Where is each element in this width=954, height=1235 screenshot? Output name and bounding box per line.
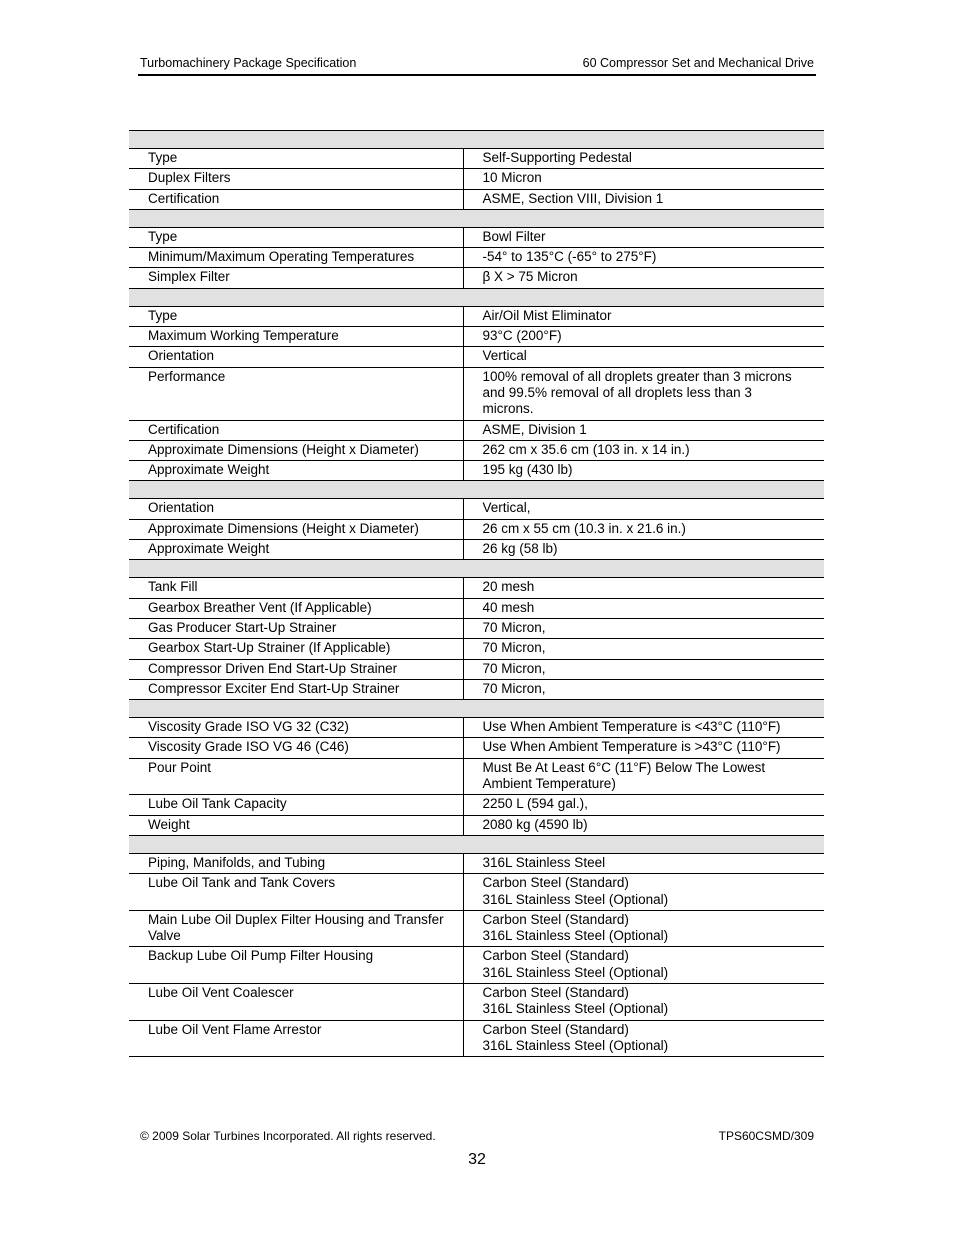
spec-value-line: 316L Stainless Steel (Optional) bbox=[482, 1001, 669, 1017]
spec-label: Pour Point bbox=[129, 758, 463, 795]
spec-value-line: 195 kg (430 lb) bbox=[482, 462, 573, 478]
spec-value-line: Vertical bbox=[482, 348, 527, 364]
table-row bbox=[129, 659, 824, 679]
table-row bbox=[129, 248, 824, 268]
spec-value-line: microns. bbox=[482, 401, 534, 417]
spec-value bbox=[463, 815, 824, 835]
section-header-cell bbox=[129, 131, 824, 149]
spec-value bbox=[463, 519, 824, 539]
spec-value-line: 26 cm x 55 cm (10.3 in. x 21.6 in.) bbox=[482, 520, 686, 536]
spec-value bbox=[463, 306, 824, 326]
spec-value bbox=[463, 149, 824, 169]
spec-value bbox=[463, 853, 824, 873]
spec-value-line: Use When Ambient Temperature is >43°C (110°F) bbox=[482, 739, 781, 755]
spec-value bbox=[463, 758, 824, 795]
spec-label: Gearbox Breather Vent (If Applicable) bbox=[129, 598, 463, 618]
spec-value bbox=[463, 420, 824, 440]
table-row bbox=[129, 327, 824, 347]
header-title: Turbomachinery Package Specification bbox=[140, 56, 357, 70]
spec-table bbox=[129, 130, 824, 1057]
spec-value bbox=[463, 189, 824, 209]
spec-value-line: Carbon Steel (Standard) bbox=[482, 948, 629, 964]
spec-value bbox=[463, 639, 824, 659]
spec-value-line: 40 mesh bbox=[482, 599, 535, 615]
spec-label: Main Lube Oil Duplex Filter Housing and Transfer Valve bbox=[129, 910, 463, 947]
spec-value-line: Must Be At Least 6°C (11°F) Below The Lowest bbox=[482, 759, 766, 775]
table-row bbox=[129, 738, 824, 758]
spec-label: Piping, Manifolds, and Tubing bbox=[129, 853, 463, 873]
spec-value bbox=[463, 947, 824, 984]
table-row bbox=[129, 169, 824, 189]
spec-value-line: 316L Stainless Steel (Optional) bbox=[482, 891, 669, 907]
spec-value bbox=[463, 540, 824, 560]
spec-label: Viscosity Grade ISO VG 46 (C46) bbox=[129, 738, 463, 758]
table-row bbox=[129, 1020, 824, 1057]
spec-value-line: 2080 kg (4590 lb) bbox=[482, 816, 588, 832]
spec-value bbox=[463, 679, 824, 699]
spec-value-line: 70 Micron, bbox=[482, 640, 546, 656]
spec-label: Lube Oil Tank and Tank Covers bbox=[129, 874, 463, 911]
section-header-row bbox=[129, 288, 824, 306]
spec-value-line: 93°C (200°F) bbox=[482, 328, 562, 344]
section-header-row bbox=[129, 560, 824, 578]
spec-label: Tank Fill bbox=[129, 578, 463, 598]
spec-label: Backup Lube Oil Pump Filter Housing bbox=[129, 947, 463, 984]
section-header-cell bbox=[129, 700, 824, 718]
table-row bbox=[129, 367, 824, 420]
table-row bbox=[129, 578, 824, 598]
spec-label: Performance bbox=[129, 367, 463, 420]
table-row bbox=[129, 440, 824, 460]
spec-value-line: Use When Ambient Temperature is <43°C (110°F) bbox=[482, 719, 781, 735]
spec-label: Lube Oil Tank Capacity bbox=[129, 795, 463, 815]
table-row bbox=[129, 461, 824, 481]
section-header-cell bbox=[129, 835, 824, 853]
section-header-cell bbox=[129, 560, 824, 578]
spec-value bbox=[463, 367, 824, 420]
spec-value bbox=[463, 461, 824, 481]
spec-label: Approximate Dimensions (Height x Diameter) bbox=[129, 440, 463, 460]
section-header-cell bbox=[129, 481, 824, 499]
table-row bbox=[129, 853, 824, 873]
spec-value-line: ASME, Division 1 bbox=[482, 421, 587, 437]
section-header-cell bbox=[129, 288, 824, 306]
spec-value-line: β X > 75 Micron bbox=[482, 269, 578, 285]
spec-value-line: 2250 L (594 gal.), bbox=[482, 796, 588, 812]
spec-value bbox=[463, 874, 824, 911]
spec-value bbox=[463, 618, 824, 638]
page-number: 32 bbox=[468, 1151, 486, 1168]
spec-value bbox=[463, 268, 824, 288]
spec-label: Approximate Weight bbox=[129, 540, 463, 560]
spec-label: Approximate Dimensions (Height x Diameter) bbox=[129, 519, 463, 539]
footer-copyright: © 2009 Solar Turbines Incorporated. All rights reserved. bbox=[140, 1129, 436, 1143]
spec-value-line: Ambient Temperature) bbox=[482, 776, 616, 792]
spec-value bbox=[463, 169, 824, 189]
spec-value-line: 316L Stainless Steel bbox=[482, 854, 606, 870]
spec-label: Certification bbox=[129, 189, 463, 209]
spec-label: Simplex Filter bbox=[129, 268, 463, 288]
table-row bbox=[129, 189, 824, 209]
spec-value-line: Self-Supporting Pedestal bbox=[482, 150, 632, 165]
spec-value-line: and 99.5% removal of all droplets less than 3 bbox=[482, 384, 752, 400]
spec-value-line: 70 Micron, bbox=[482, 660, 546, 676]
table-row bbox=[129, 420, 824, 440]
spec-value bbox=[463, 1020, 824, 1057]
spec-value-line: 70 Micron, bbox=[482, 619, 546, 635]
spec-value-line: 10 Micron bbox=[482, 170, 542, 186]
table-row bbox=[129, 639, 824, 659]
table-row bbox=[129, 795, 824, 815]
spec-value-line: Carbon Steel (Standard) bbox=[482, 875, 629, 891]
spec-label: Maximum Working Temperature bbox=[129, 327, 463, 347]
table-row bbox=[129, 149, 824, 169]
table-row bbox=[129, 227, 824, 247]
spec-label: Weight bbox=[129, 815, 463, 835]
spec-value-line: 100% removal of all droplets greater than 3 microns bbox=[482, 368, 792, 384]
spec-label: Gearbox Start-Up Strainer (If Applicable) bbox=[129, 639, 463, 659]
table-row bbox=[129, 540, 824, 560]
spec-label: Compressor Driven End Start-Up Strainer bbox=[129, 659, 463, 679]
spec-label: Duplex Filters bbox=[129, 169, 463, 189]
spec-value bbox=[463, 659, 824, 679]
spec-value bbox=[463, 499, 824, 519]
spec-value bbox=[463, 983, 824, 1020]
spec-value bbox=[463, 718, 824, 738]
spec-label: Approximate Weight bbox=[129, 461, 463, 481]
section-header-row bbox=[129, 209, 824, 227]
spec-value-line: Vertical, bbox=[482, 500, 531, 516]
spec-value-line: ASME, Section VIII, Division 1 bbox=[482, 190, 664, 206]
table-row bbox=[129, 519, 824, 539]
spec-value-line: 316L Stainless Steel (Optional) bbox=[482, 1037, 669, 1053]
spec-value bbox=[463, 578, 824, 598]
spec-value bbox=[463, 440, 824, 460]
table-row bbox=[129, 910, 824, 947]
spec-label: Type bbox=[129, 227, 463, 247]
section-header-row bbox=[129, 835, 824, 853]
table-row bbox=[129, 306, 824, 326]
spec-value-line: Air/Oil Mist Eliminator bbox=[482, 307, 612, 323]
header-rule bbox=[138, 74, 816, 76]
spec-value-line: 316L Stainless Steel (Optional) bbox=[482, 928, 669, 944]
spec-label: Orientation bbox=[129, 347, 463, 367]
spec-value-line: 262 cm x 35.6 cm (103 in. x 14 in.) bbox=[482, 441, 690, 457]
spec-value-line: Carbon Steel (Standard) bbox=[482, 1021, 629, 1037]
table-row bbox=[129, 815, 824, 835]
spec-value bbox=[463, 347, 824, 367]
spec-label: Compressor Exciter End Start-Up Strainer bbox=[129, 679, 463, 699]
footer-doc-id: TPS60CSMD/309 bbox=[718, 1129, 814, 1143]
spec-label: Lube Oil Vent Coalescer bbox=[129, 983, 463, 1020]
spec-value bbox=[463, 248, 824, 268]
table-row bbox=[129, 268, 824, 288]
spec-value bbox=[463, 910, 824, 947]
table-row bbox=[129, 758, 824, 795]
spec-label: Certification bbox=[129, 420, 463, 440]
table-row bbox=[129, 499, 824, 519]
section-header-row bbox=[129, 700, 824, 718]
page-header bbox=[140, 56, 814, 70]
spec-label: Type bbox=[129, 149, 463, 169]
table-row bbox=[129, 947, 824, 984]
spec-value bbox=[463, 795, 824, 815]
header-section: 60 Compressor Set and Mechanical Drive bbox=[582, 56, 814, 70]
spec-label: Minimum/Maximum Operating Temperatures bbox=[129, 248, 463, 268]
section-header-cell bbox=[129, 209, 824, 227]
table-row bbox=[129, 679, 824, 699]
table-row bbox=[129, 874, 824, 911]
spec-value bbox=[463, 227, 824, 247]
spec-value bbox=[463, 327, 824, 347]
spec-label: Gas Producer Start-Up Strainer bbox=[129, 618, 463, 638]
table-row bbox=[129, 347, 824, 367]
spec-label: Viscosity Grade ISO VG 32 (C32) bbox=[129, 718, 463, 738]
spec-value-line: 20 mesh bbox=[482, 579, 535, 595]
section-header-row bbox=[129, 481, 824, 499]
spec-value-line: Carbon Steel (Standard) bbox=[482, 911, 629, 927]
table-row bbox=[129, 598, 824, 618]
spec-value bbox=[463, 598, 824, 618]
spec-label: Lube Oil Vent Flame Arrestor bbox=[129, 1020, 463, 1057]
spec-value-line: Carbon Steel (Standard) bbox=[482, 984, 629, 1000]
spec-value-line: 70 Micron, bbox=[482, 680, 546, 696]
spec-value-line: Bowl Filter bbox=[482, 228, 546, 244]
spec-value bbox=[463, 738, 824, 758]
spec-value-line: 316L Stainless Steel (Optional) bbox=[482, 964, 669, 980]
table-row bbox=[129, 718, 824, 738]
spec-value-line: -54° to 135°C (-65° to 275°F) bbox=[482, 249, 657, 265]
spec-label: Type bbox=[129, 306, 463, 326]
spec-value-line: 26 kg (58 lb) bbox=[482, 541, 558, 557]
spec-label: Orientation bbox=[129, 499, 463, 519]
table-row bbox=[129, 983, 824, 1020]
table-row bbox=[129, 618, 824, 638]
section-header-row bbox=[129, 131, 824, 149]
